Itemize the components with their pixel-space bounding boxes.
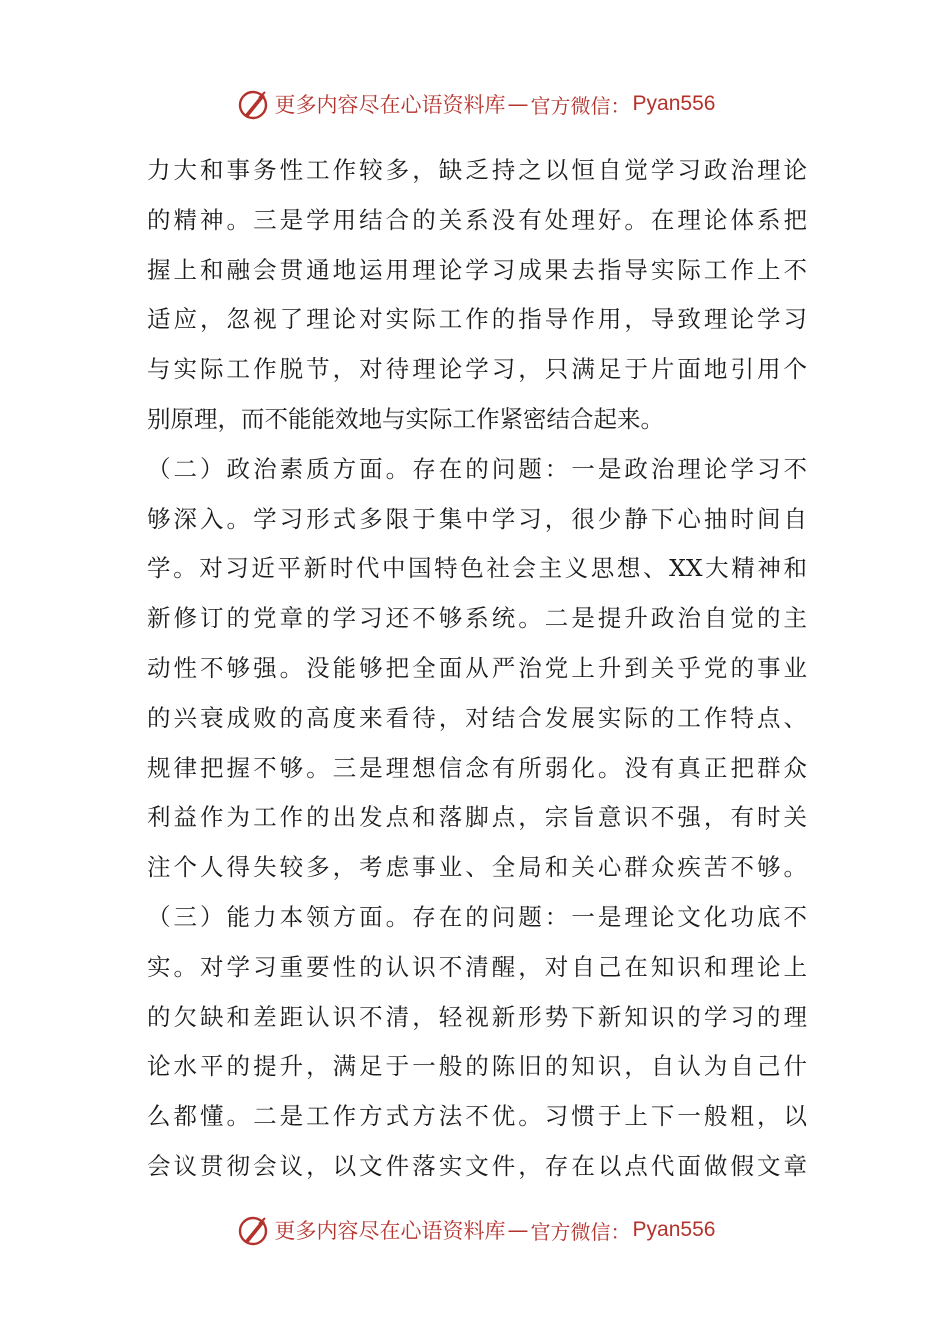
banner-separator: — [507, 92, 529, 116]
banner-wechat-label: 官方微信： [530, 1219, 631, 1244]
text-line: 够深入。学习形式多限于集中学习，很少静下心抽时间自 [147, 504, 807, 533]
document-body [147, 146, 807, 1192]
text-line: 会议贯彻会议，以文件落实文件，存在以点代面做假文章 [147, 1151, 807, 1180]
text-line: 别原理，而不能能效地与实际工作紧密结合起来。 [147, 404, 664, 433]
text-line: 学。对习近平新时代中国特色社会主义思想、XX大精神和 [147, 554, 807, 583]
text-line: 注个人得失较多，考虑事业、全局和关心群众疾苦不够。 [147, 853, 807, 882]
text-line: 论水平的提升，满足于一般的陈旧的知识，自认为自己什 [147, 1052, 807, 1081]
banner-wechat-id: Pyan556 [632, 1218, 716, 1241]
footer-banner [0, 1210, 950, 1250]
text-line: 与实际工作脱节，对待理论学习，只满足于片面地引用个 [147, 355, 807, 384]
header-banner [0, 84, 950, 124]
text-line: 么都懂。二是工作方式方法不优。习惯于上下一般粗，以 [147, 1102, 807, 1131]
banner-text: 更多内容尽在心语资料库 [274, 93, 506, 117]
text-line: 适应，忽视了理论对实际工作的指导作用，导致理论学习 [147, 305, 807, 334]
text-line: 利益作为工作的出发点和落脚点，宗旨意识不强，有时关 [147, 803, 807, 832]
banner-wechat-id: Pyan556 [632, 92, 716, 115]
text-line: （三）能力本领方面。存在的问题：一是理论文化功底不 [147, 902, 807, 931]
text-line: 规律把握不够。三是理想信念有所弱化。没有真正把群众 [147, 753, 807, 782]
banner-wechat-label: 官方微信： [530, 93, 631, 118]
text-line: 的欠缺和差距认识不清，轻视新形势下新知识的学习的理 [147, 1002, 807, 1031]
text-line: 握上和融会贯通地运用理论学习成果去指导实际工作上不 [147, 255, 807, 284]
text-line: 的精神。三是学用结合的关系没有处理好。在理论体系把 [147, 205, 807, 234]
text-line: 新修订的党章的学习还不够系统。二是提升政治自觉的主 [147, 604, 807, 633]
banner-text: 更多内容尽在心语资料库 [274, 1219, 506, 1243]
text-line: 力大和事务性工作较多，缺乏持之以恒自觉学习政治理论 [147, 156, 807, 184]
text-line: （二）政治素质方面。存在的问题：一是政治理论学习不 [147, 454, 807, 483]
quill-logo-icon [235, 86, 271, 122]
text-line: 实。对学习重要性的认识不清醒，对自己在知识和理论上 [147, 952, 807, 981]
banner-separator: — [507, 1218, 529, 1242]
text-line: 动性不够强。没能够把全面从严治党上升到关乎党的事业 [147, 653, 807, 682]
text-line: 的兴衰成败的高度来看待，对结合发展实际的工作特点、 [147, 703, 807, 732]
quill-logo-icon [235, 1212, 271, 1248]
